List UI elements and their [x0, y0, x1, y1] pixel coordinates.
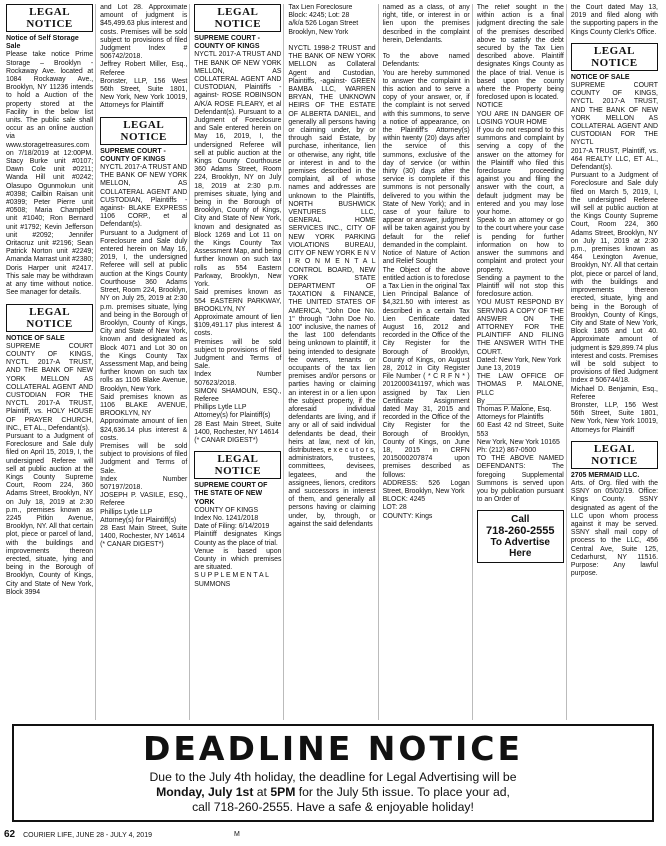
tax-lien-foreclosure-notice — [288, 4, 375, 529]
page-footer — [4, 828, 664, 842]
notice-continuation — [571, 4, 658, 37]
column-3 — [194, 4, 284, 720]
deadline-issue: for the July 5th issue. To place your ad, — [295, 785, 510, 799]
legal-notice-header: LEGAL NOTICE — [6, 4, 93, 32]
notice-of-sale-lexington — [571, 74, 658, 435]
legal-notice-header: LEGAL NOTICE — [100, 117, 187, 145]
legal-notice-header: LEGAL NOTICE — [571, 43, 658, 71]
deadline-time: 5PM — [270, 785, 296, 799]
notice-title: 2705 MERMAID LLC. — [570, 471, 640, 479]
column-4 — [288, 4, 378, 720]
mermaid-llc-notice — [571, 472, 658, 579]
column-7 — [571, 4, 660, 720]
call-label: Call — [511, 514, 530, 526]
issue-dateline: COURIER LIFE, JUNE 28 - JULY 4, 2019 — [23, 832, 152, 839]
deadline-line-2 — [20, 785, 646, 800]
notice-title: NOTICE OF SALE — [6, 334, 65, 342]
column-5 — [383, 4, 473, 720]
foreclosure-relief-notice — [477, 4, 564, 504]
notice-body: SUPREME COURT COUNTY OF KINGS, NYCTL 2017-A TRUST, AND THE BANK OF NEW YORK MELLON AS COLLATERAL AGENT AND CUSTODIAN FOR THE NYCTL 2017-A TRUST, Plaintiff, vs. HOLY HOUSE OF PRAYER CHURCH, INC., ET AL., Defendant(s). Pursuant to a Judgment of Foreclosure and Sale duly filed on April 15, 2019, I, the undersigned Referee will sell at public auction at the Kings County Supreme Court, Room 224, 360 Adams Street, Brooklyn, NY on July 18, 2019 at 2:30 p.m., premises known as 2245 Pitkin Avenue, Brooklyn, NY. All that certain plot, piece or parcel of land, with the buildings and improvements thereon erected, situate, lying and being in the Borough of Brooklyn, County of Kings, City and State of New York, Block 3994 — [6, 342, 94, 596]
notice-body: NYCTL 2017-A TRUST AND THE BANK OF NEW YORK MELLON, AS COLLATERAL AGENT AND CUSTODIAN, Plaintiffs -against- ROSE ROBINSON A/K/A ROSE FLEARY, et al Defendant(s). Pursuant to a Judgment of Foreclosure and Sale entered herein on May 16, 2019, I, the undersigned Referee will sell at public auction at the Kings County Courthouse 360 Adams Street, Room 224, Brooklyn, NY on July 18, 2019 at 2:30 p.m. premises situate, lying and being in the Borough of Brooklyn, County of Kings, City and State of New York, known and designated as Block 1269 and Lot 11 on the Kings County Tax Assessment Map, and being further known on such tax rolls as 554 Eastern Parkway, Brooklyn, New York. Said premises known as 554 EASTERN PARKWAY, BROOKLYN, NY Approximate amount of lien $109,491.17 plus interest & costs. Premises will be sold subject to provisions of filed Judgment and Terms of Sale. Index Number 507623/2018. SIMON SHAMOUN, ESQ., Referee Phillips Lytle LLP Attorney(s) for Plaintiff(s) 28 East Main Street, Suite 1400, Rochester, NY 14614 (* CANAR DIGEST*) — [194, 51, 282, 444]
blake-avenue-foreclosure-notice — [100, 148, 187, 550]
notice-body: Arts. of Org. filed with the SSNY on 05/02/19. Office: Kings County. SSNY designated as agent of the LLC upon whom process against it may be served. SSNY shall mail copy of process to the LLC, 456 Central Ave, Suite 125, Cedarhurst, NY 11516. Purpose: Any lawful purpose. — [570, 479, 658, 578]
notice-body: NYCTL 2017-A TRUST AND THE BANK OF NEW YORK MELLON, AS COLLATERAL AGENT AND CUSTODIAN, Plaintiffs -against- BLAKE EXPRESS 1106 CORP., et al Defendant(s). Pursuant to a Judgment of Foreclosure and Sale duly entered herein on May 16, 2019, I, the undersigned Referee will sell at public auction at the Kings County Courthouse 360 Adams Street, Room 224, Brooklyn, NY on July 25, 2019 at 2:30 p.m. premises situate, lying and being in the Borough of Brooklyn, County of Kings, City and State of New York, known and designated as Block 4071 and Lot 30 on the Kings County Tax Assessment Map, and being further known on such tax rolls as 1106 Blake Avenue, Brooklyn, New York. Said premises known as 1106 BLAKE AVENUE, BROOKLYN, NY Approximate amount of lien $24,636.14 plus interest & costs. Premises will be sold subject to provisions of filed Judgment and Terms of Sale. Index Number 507197/2018. JOSEPH P. VASILE, ESQ., Referee Phillips Lytle LLP Attorney(s) for Plaintiff(s) 28 East Main Street, Suite 1400, Rochester, NY 14614 (* CANAR DIGEST*) — [100, 164, 188, 549]
column-6 — [477, 4, 567, 720]
legal-notice-header: LEGAL NOTICE — [571, 441, 658, 469]
notice-title: Notice of Self Storage Sale — [6, 35, 79, 51]
notice-body: the Court dated May 13, 2019 and filed along with the supporting papers in the Kings County Clerk's Office. — [570, 4, 658, 36]
deadline-line-1: Due to the July 4th holiday, the deadline for Legal Advertising will be — [149, 770, 517, 784]
notice-title: SUPREME COURT - COUNTY OF KINGS — [194, 35, 261, 51]
notice-body: COUNTY OF KINGS Index No. 1241/2018 Date of Filing: 6/14/2019 Plaintiff designates Kings County as the place of trial. Venue is based upon County in which premises are situated. S U P P L E M E N T A L SUMMONS — [194, 506, 282, 588]
column-1 — [6, 4, 96, 720]
legal-notice-header: LEGAL NOTICE — [194, 451, 281, 479]
notice-title: NOTICE OF SALE — [570, 73, 630, 81]
notice-body: named as a class, of any right, title, or interest in or lien upon the premises described in the complaint herein, Defendants. To the above named Defendants: You are hereby summoned to answer the complaint in this action and to serve a copy of your answer, or, if the complaint is not served with this summons, to serve a notice of appearance, on the Plaintiff's Attorney(s) within twenty (20) days after the service of this summons, exclusive of the day of service (or within thirty (30) days after the service is complete if this summons is not personally delivered to you within the State of New York); and in case of your failure to appear or answer, judgment will be taken against you by default for the relief demanded in the complaint. Notice of Nature of Action and Relief Sought The Object of the above entitled action is to foreclose a Tax Lien in the original Tax Lien Principal Balance of $4,321.50 with interest as described in a certain Tax Lien Certificate dated August 16, 2012 and recorded in the Office of the City Register for the Borough of Brooklyn, County of Kings, on August 28, 2012 in City Register File Number ( * C R F N * ) 2012000341197, which was assigned by Tax Lien Certificate Assignment dated May 31, 2015 and recorded in the Office of the City Register for the Borough of Brooklyn, County of Kings, on June 18, 2015 in CRFN 2015000207874 upon premises described as follows: ADDRESS: 526 Logan Street, Brooklyn, New York BLOCK: 4245 LOT: 28 COUNTY: Kings — [382, 4, 470, 520]
tax-lien-foreclosure-continuation — [383, 4, 470, 521]
deadline-text — [14, 770, 652, 815]
advertise-call-box — [477, 510, 564, 563]
self-storage-sale-notice — [6, 35, 93, 298]
notice-title: SUPREME COURT OF THE STATE OF NEW YORK — [194, 482, 268, 506]
legal-notice-header: LEGAL NOTICE — [194, 4, 281, 32]
advertise-phone: 718-260-2555 — [486, 525, 555, 538]
deadline-date: Monday, July 1st — [156, 785, 254, 799]
footer-mark: M — [234, 831, 240, 838]
deadline-notice-banner — [12, 724, 654, 822]
page-number: 62 — [4, 829, 16, 840]
supplemental-summons-notice — [194, 482, 281, 589]
notice-body: The relief sought in the within action is a final judgment directing the sale of the premises described above to satisfy the debt secured by the Tax Lien described above. Plaintiff designates Kings County as the place of trial. Venue is based upon the county where the Property being foreclosed upon is located. NOTICE YOU ARE IN DANGER OF LOSING YOUR HOME If you do not respond to this summons and complaint by serving a copy of the answer on the attorney for the Plaintiff who filed this foreclosure proceeding against you and filing the answer with the court, a default judgment may be entered and you may lose your home. Speak to an attorney or go to the court where your case is pending for further information on how to answer the summons and complaint and protect your property. Sending a payment to the Plaintiff will not stop this foreclosure action. YOU MUST RESPOND BY SERVING A COPY OF THE ANSWER ON THE ATTORNEY FOR THE PLAINTIFF AND FILING THE ANSWER WITH THE COURT. Dated: New York, New York June 13, 2019 THE LAW OFFICE OF THOMAS P. MALONE, PLLC By ___________ Thomas P. Malone, Esq. Attorneys for Plaintiffs 60 East 42 nd Street, Suite 553 New York, New York 10165 Ph: (212) 867-0500 TO THE ABOVE NAMED DEFENDANTS: The foregoing Supplemental Summons is served upon you by publication pursuant to an Order of — [476, 4, 564, 504]
advertise-tagline: To Advertise Here — [490, 537, 550, 560]
deadline-line-3: call 718-260-2555. Have a safe & enjoyable holiday! — [192, 800, 474, 814]
legal-notice-header: LEGAL NOTICE — [6, 304, 93, 332]
notice-title: SUPREME COURT - COUNTY OF KINGS — [100, 147, 166, 163]
notice-of-sale-pitkin — [6, 335, 93, 598]
deadline-title: DEADLINE NOTICE — [142, 729, 524, 768]
eastern-parkway-foreclosure-notice — [194, 35, 281, 445]
notice-columns — [6, 4, 660, 720]
column-2 — [100, 4, 190, 720]
notice-body: Tax Lien Foreclosure Block: 4245; Lot: 28 a/k/a 526 Logan Street Brooklyn, New York NYCTL 1998-2 TRUST and THE BANK OF NEW YORK MELLON as Collateral Agent and Custodian, Plaintiffs, -against- GREEN BAMBA LLC, WARREN BRYAN, THE UNKNOWN HEIRS OF THE ESTATE OF ALBERTA DANIEL, and generally all persons having or claiming under, by or through said Estate, by purchase, inheritance, lien or otherwise, any right, title or interest in and to the premises described in the complaint, all of whose names and addresses are unknown to the Plaintiffs, NORTH BUSHWICK VENTURES LLC, GENERAL HOME SERVICES INC., CITY OF NEW YORK PARKING VIOLATIONS BUREAU, CITY OF NEW YORK E N V I R O N M E N T A L CONTROL BOARD, NEW YORK STATE DEPARTMENT OF TAXATION & FINANCE, THE UNITED STATES OF AMERICA, "John Doe No. 1" through "John Doe No. 100" inclusive, the names of the last 100 defendants being unknown to plaintiff, it being intended to designate fee owners, tenants or occupants of the tax lien premises and/or persons or parties having or claiming an interest in or a lien upon the subject property, if the aforesaid individual defendants are living, and if any or all of said individual defendants be dead, their heirs at law, next of kin, distributees, e x e c u t o r s, administrators, trustees, committees, devisees, legatees, and the assignees, lienors, creditors and successors in interest of them, and generally all persons having or claiming under, by, through, or against the said defendants — [288, 4, 376, 528]
notice-continuation — [100, 4, 187, 111]
deadline-at: at — [253, 785, 271, 799]
notice-body: SUPREME COURT COUNTY OF KINGS, NYCTL 2017-A TRUST, AND THE BANK OF NEW YORK MELLON AS COLLATERAL AGENT AND CUSTODIAN FOR THE NYCTL 2017-A TRUST, Plaintiff, vs. 464 REALTY LLC, ET AL., Defendant(s). Pursuant to a Judgment of Foreclosure and Sale duly filed on March 5, 2019, I, the undersigned Referee will sell at public auction at the Kings County Supreme Court, Room 224, 360 Adams Street, Brooklyn, NY on July 11, 2019 at 2:30 p.m., premises known as 464 Lexington Avenue, Brooklyn, NY. All that certain plot, piece or parcel of land, with the buildings and improvements thereon erected, situate, lying and being in the Borough of Brooklyn, County of Kings, City and State of New York, Block 1805 and Lot 40. Approximate amount of judgment is $29,899.74 plus interest and costs. Premises will be sold subject to provisions of filed Judgment Index # 506744/18. Michael D. Benjamin, Esq., Referee Bronster, LLP, 156 West 56th Street, Suite 1801, New York, New York 10019, Attorneys for Plaintiff — [570, 82, 658, 434]
notice-body: Please take notice Prime Storage – Brooklyn - Rockaway Ave. located at 1084 Rockaway Ave., Brooklyn, NY 11236 intends to hold a Auction of the property stored at the Facility in the below list units. The public sale shall occur as an online auction via www.storagetreasures.com on 7/18/2019 at 12:00PM. Stacy Burke unit #0107; Dawn Cole unit #0211; Wanda Hill unit #0242; Olasupo Ogunmokun unit #0398; Cailbin Raisan unit #0399; Peter Pierre unit #0508; Maria Champbell unit #1040; Ron Bernard unit #1792; Kevin Jefferson unit #2092; Jennifer Oritacruz unit #2196; Sean Patrick Norton unit #2249; Amanda Marrast unit #2380; Doris Harper unit #2417. This sale may be withdrawn at any time without notice. See manager for details. — [6, 51, 94, 297]
notice-body: and Lot 28. Approximate amount of judgment is $45,499.63 plus interest and costs. Premises will be sold subject to provisions of filed Judgment Index # 506742/2018. Jeffrey Robert Miller, Esq., Referee Bronster, LLP, 156 West 56th Street, Suite 1801, New York, New York 10019, Attorneys for Plaintiff — [100, 4, 188, 110]
